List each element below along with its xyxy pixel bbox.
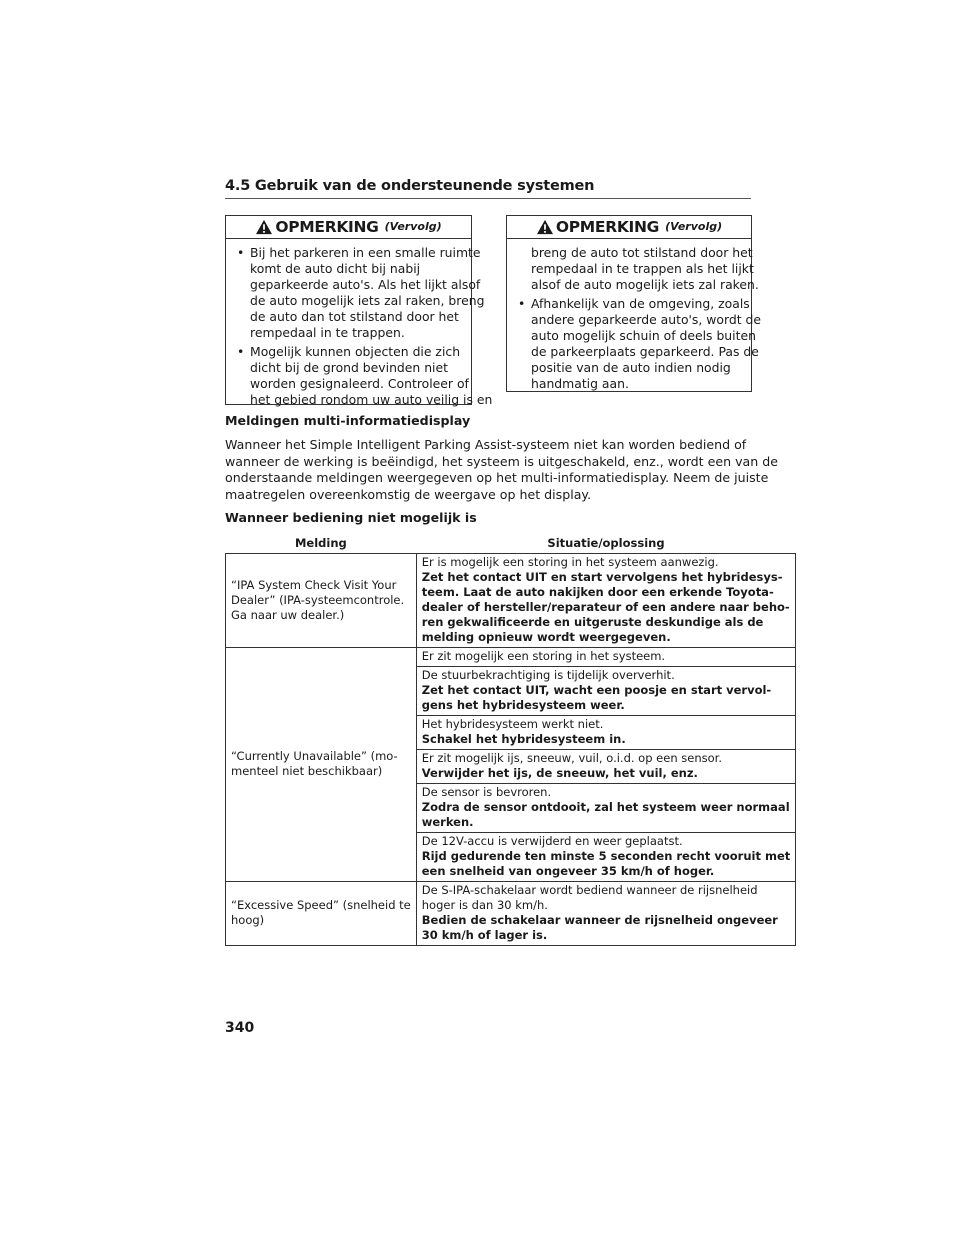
melding-line: Dealer” (IPA-systeemcontrole. [231,592,405,607]
melding-line: “Currently Unavailable” (mo- [231,749,398,763]
melding-line: Ga naar uw dealer.) [231,607,345,622]
melding-cell [226,648,417,882]
oplossing-line: Zet het contact UIT en start vervolgens het hybridesys- [421,570,783,584]
note-line: de auto dan tot stilstand door het [250,309,459,324]
note-box-left [225,215,493,407]
table-row [226,882,796,946]
note-subtitle: (Vervolg) [384,220,442,233]
note-bullet [517,296,762,392]
melding-line: “Excessive Speed” (snelheid te [231,898,411,912]
note-line: positie van de auto indien nodig [531,360,731,375]
situatie-cell [416,716,796,750]
oplossing-line: werken. [421,815,474,829]
note-line: worden gesignaleerd. Controleer of [250,376,469,391]
situatie-line: De sensor is bevroren. [421,785,552,799]
oplossing-line: Bedien de schakelaar wanneer de rijsnelheid ongeveer [421,913,778,927]
note-body [226,239,493,415]
situatie-cell [416,750,796,784]
message-table [225,534,796,946]
situatie-cell [416,554,796,648]
oplossing-line: een snelheid van ongeveer 35 km/h of hoger. [421,864,715,878]
note-line: breng de auto tot stilstand door het [531,245,753,260]
warning-icon [255,219,273,235]
melding-line: hoog) [231,913,265,927]
note-box-right [506,215,762,392]
note-bullet [236,245,485,341]
note-line: het gebied rondom uw auto veilig is en [250,392,493,407]
situatie-line: Er zit mogelijk ijs, sneeuw, vuil, o.i.d. op een sensor. [421,751,722,765]
oplossing-line: Zet het contact UIT, wacht een poosje en start vervol- [421,683,772,697]
melding-cell [226,882,417,946]
note-title: OPMERKING [555,218,660,236]
paragraph-line: onderstaande meldingen weergegeven op het multi-informatiedisplay. Neem de juiste [225,470,769,486]
oplossing-line: Verwijder het ijs, de sneeuw, het vuil, enz. [421,766,698,780]
melding-line: menteel niet beschikbaar) [231,764,383,778]
note-line: • Afhankelijk van de omgeving, zoals [531,296,750,311]
situatie-line: De stuurbekrachtiging is tijdelijk oververhit. [421,668,675,682]
situatie-cell [416,648,796,667]
oplossing-line: melding opnieuw wordt weergegeven. [421,630,671,644]
situatie-cell [416,833,796,882]
section-header: 4.5 Gebruik van de ondersteunende systemen [225,178,751,199]
paragraph-line: wanneer de werking is beëindigd, het systeem is uitgeschakeld, enz., wordt een van de [225,453,778,469]
situatie-line: hoger is dan 30 km/h. [421,898,548,912]
note-line: dicht bij de grond bevinden niet [250,360,448,375]
note-line: • Mogelijk kunnen objecten die zich [250,344,461,359]
situatie-cell [416,784,796,833]
situatie-line: Er zit mogelijk een storing in het systeem. [421,649,666,663]
note-line: de parkeerplaats geparkeerd. Pas de [531,344,759,359]
table-row [226,648,796,667]
note-line: de auto mogelijk iets zal raken, breng [250,293,485,308]
oplossing-line: gens het hybridesysteem weer. [421,698,625,712]
note-header [226,216,471,239]
note-bullet [236,344,493,408]
note-line: handmatig aan. [531,376,629,391]
note-body [507,239,762,399]
situatie-line: De 12V-accu is verwijderd en weer geplaatst. [421,834,683,848]
note-line: rempedaal in te trappen. [250,325,405,340]
oplossing-line: ren gekwalificeerde en uitgeruste deskundige als de [421,615,764,629]
oplossing-line: teem. Laat de auto nakijken door een erkende Toyota- [421,585,774,599]
melding-line: “IPA System Check Visit Your [231,577,397,592]
note-line: rempedaal in te trappen als het lijkt [531,261,754,276]
oplossing-line: Schakel het hybridesysteem in. [421,732,626,746]
note-line: auto mogelijk schuin of deels buiten [531,328,756,343]
table-header-row [226,534,796,554]
note-line: andere geparkeerde auto's, wordt de [531,312,762,327]
table-row [226,554,796,648]
situatie-line: Het hybridesysteem werkt niet. [421,717,604,731]
situatie-cell [416,667,796,716]
situatie-line: Er is mogelijk een storing in het systeem aanwezig. [421,555,719,569]
column-header-situatie: Situatie/oplossing [416,534,796,554]
oplossing-line: Rijd gedurende ten minste 5 seconden recht vooruit met [421,849,791,863]
warning-icon [536,219,554,235]
situatie-cell [416,882,796,946]
oplossing-line: 30 km/h of lager is. [421,928,548,942]
note-line: geparkeerde auto's. Als het lijkt alsof [250,277,481,292]
note-continuation [517,245,759,293]
note-header [507,216,751,239]
note-subtitle: (Vervolg) [665,220,723,233]
oplossing-line: Zodra de sensor ontdooit, zal het systeem weer normaal [421,800,790,814]
paragraph-line: Wanneer het Simple Intelligent Parking Assist-systeem niet kan worden bediend of [225,437,747,452]
intro-paragraph [225,437,778,504]
note-line: komt de auto dicht bij nabij [250,261,421,276]
paragraph-line: maatregelen overeenkomstig de weergave op het display. [225,487,592,503]
note-title: OPMERKING [275,218,379,236]
melding-cell [226,554,417,648]
heading-bediening: Wanneer bediening niet mogelijk is [225,510,477,525]
note-line: • Bij het parkeren in een smalle ruimte [250,245,481,260]
page-number: 340 [225,1020,255,1036]
oplossing-line: dealer of hersteller/reparateur of een andere naar beho- [421,600,790,614]
note-line: alsof de auto mogelijk iets zal raken. [531,277,759,292]
heading-meldingen: Meldingen multi-informatiedisplay [225,413,471,428]
situatie-line: De S-IPA-schakelaar wordt bediend wanneer de rijsnelheid [421,883,758,897]
column-header-melding: Melding [226,534,417,554]
